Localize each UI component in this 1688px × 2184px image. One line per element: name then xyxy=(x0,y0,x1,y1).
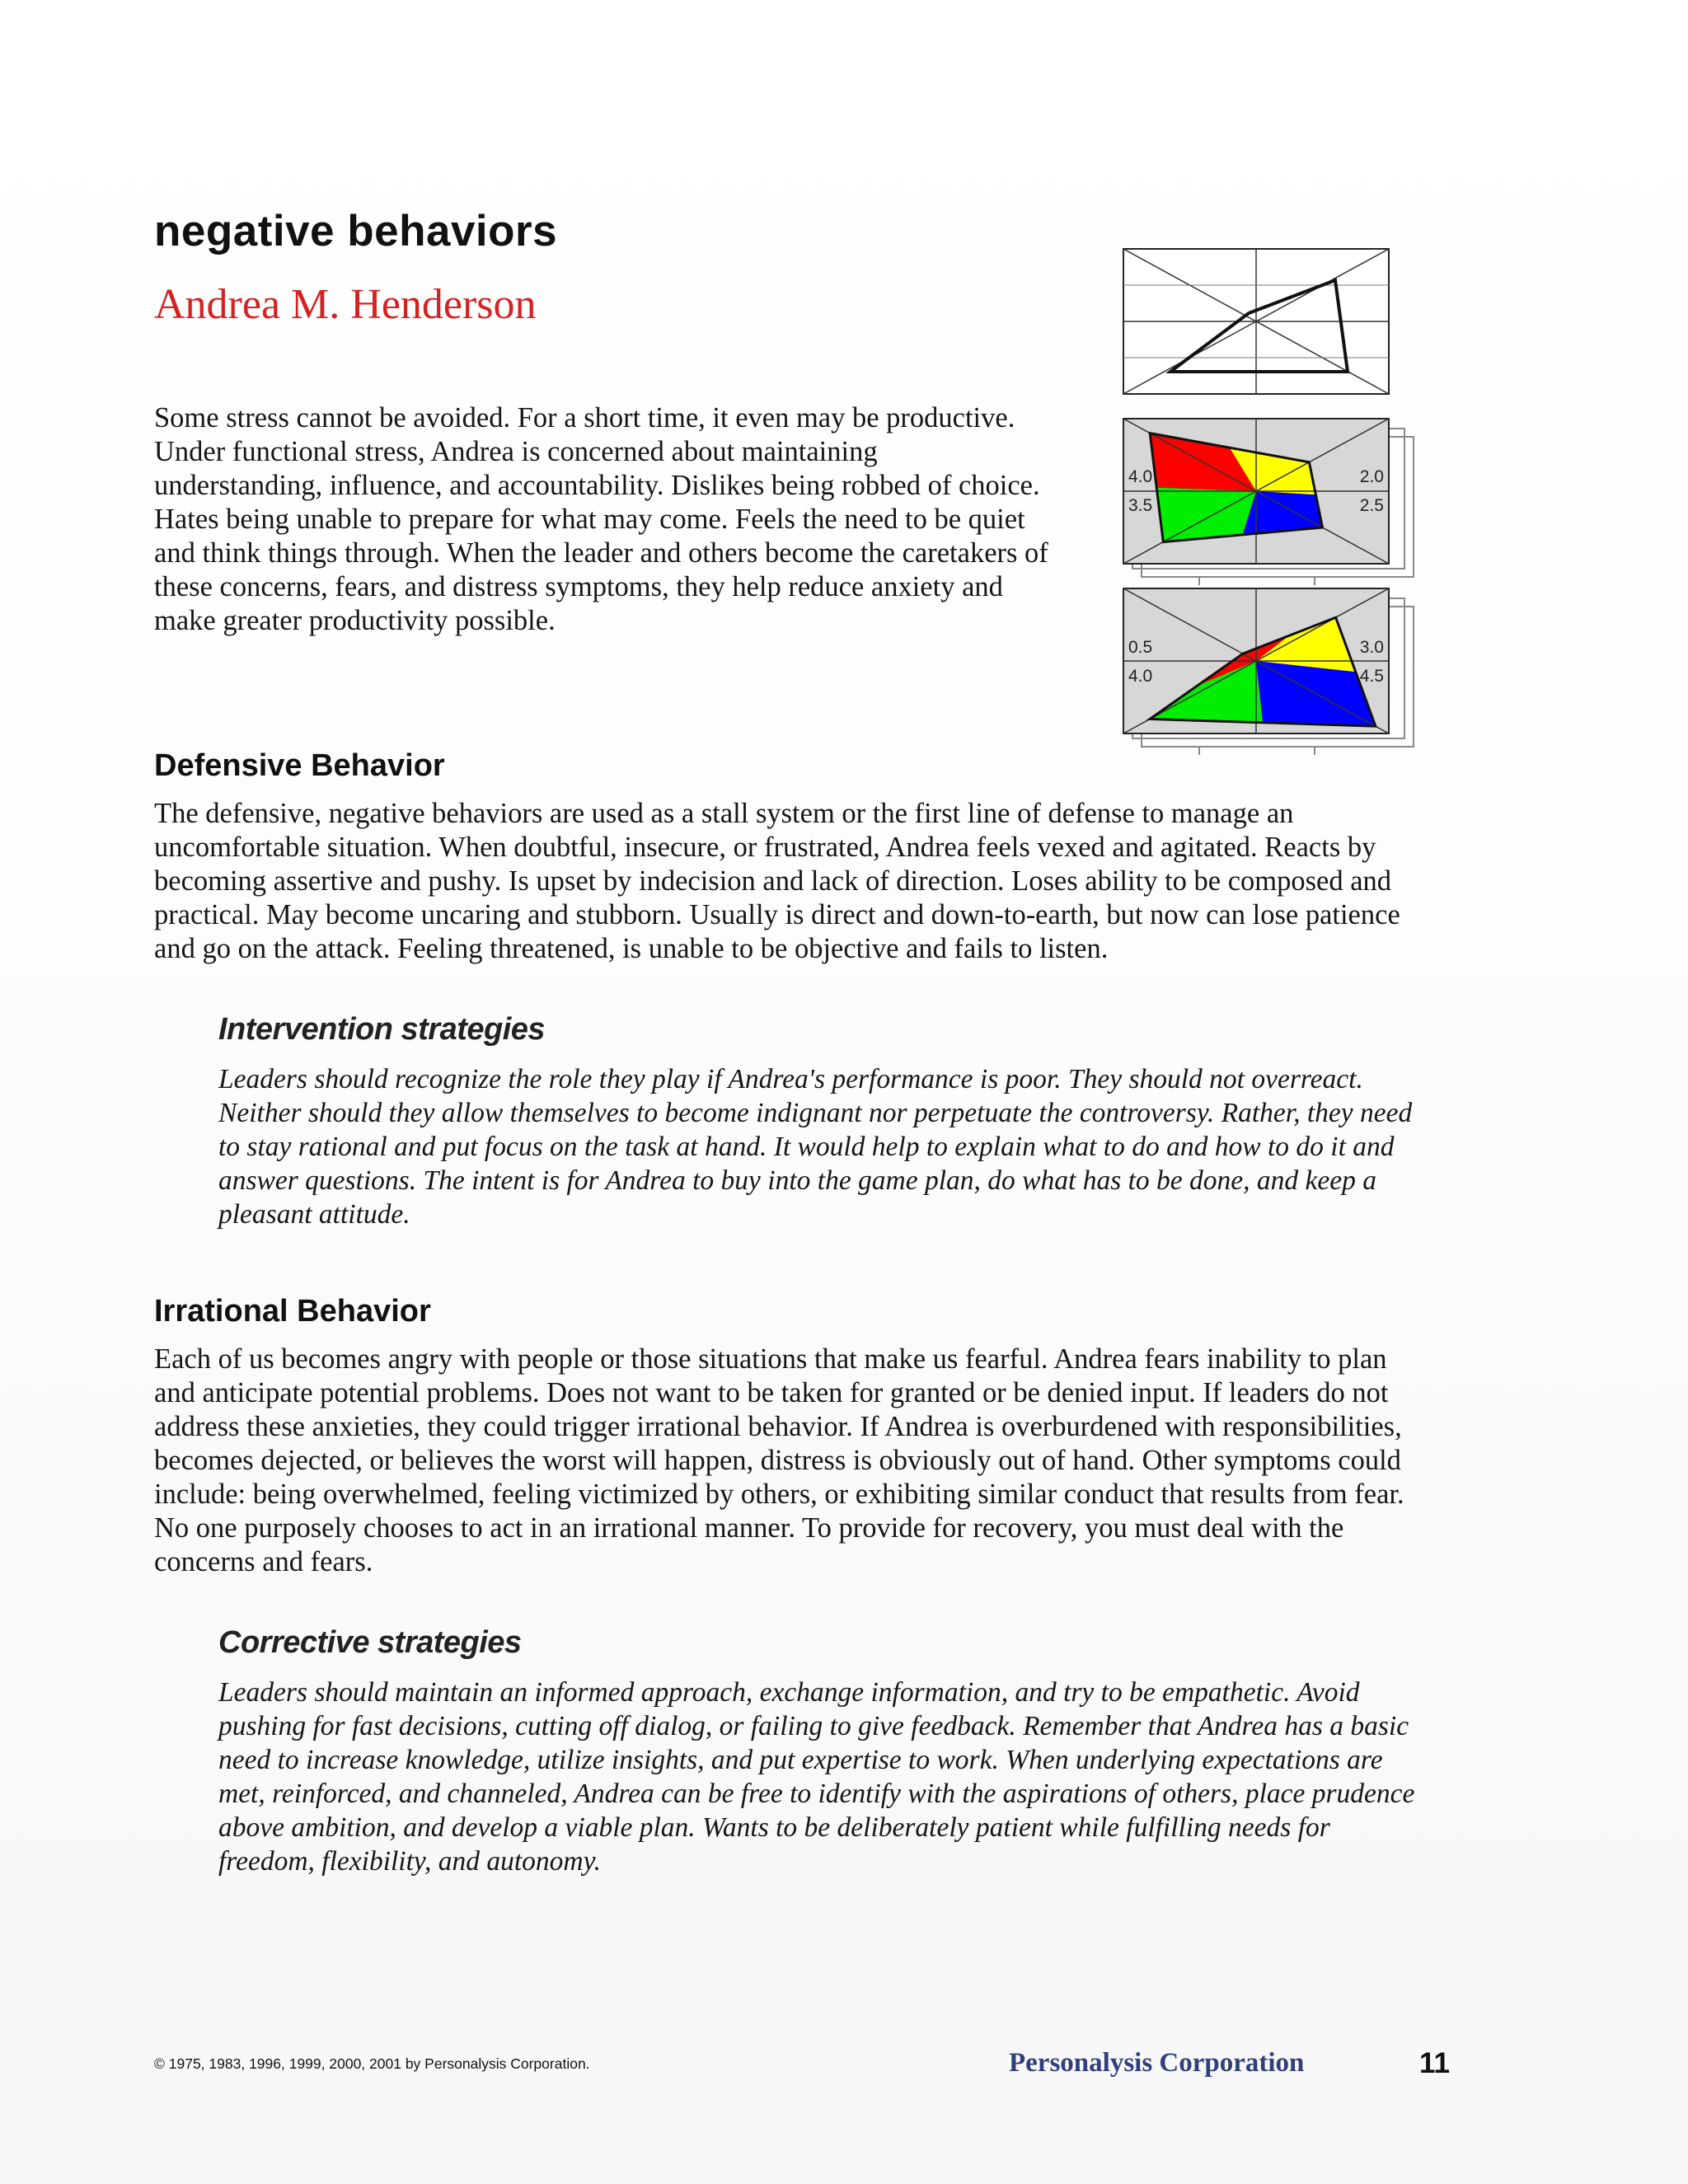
defensive-behavior-heading: Defensive Behavior xyxy=(154,748,445,783)
outline-diagram xyxy=(1123,249,1389,394)
page-title: negative behaviors xyxy=(154,207,558,255)
stress-diagrams xyxy=(1117,246,1430,757)
corrective-strategies-heading: Corrective strategies xyxy=(218,1625,522,1660)
defensive-behavior-text: The defensive, negative behaviors are used as a stall system or the first line of defense to manage an uncomfortable situation. When doubtful, insecure, or frustrated, Andrea feels vexed and agitated. Reacts by becoming assertive and pushy. Is upset by indecision and lack of direction. Loses ability to be composed and practical. May become uncaring and stubborn. Usually is direct and down-to-earth, but now can lose patience and go on the attack. Feeling threatened, is unable to be objective and fails to listen. xyxy=(154,798,1400,964)
chart-2-bottom-right-value: 4.5 xyxy=(1359,667,1384,686)
irrational-behavior-heading: Irrational Behavior xyxy=(154,1294,431,1329)
intervention-strategies-heading: Intervention strategies xyxy=(218,1012,546,1047)
footer-brand: Personalysis Corporation xyxy=(1009,2048,1305,2078)
chart-2-bottom-left-value: 4.0 xyxy=(1128,667,1153,686)
chart-2-top-right-value: 3.0 xyxy=(1359,638,1384,657)
corrective-strategies-text: Leaders should maintain an informed approach, exchange information, and try to be empathetic. Avoid pushing for fast decisions, cutting off dialog, or failing to give feedback. Remember that Andrea has a basic need to increase knowledge, utilize insights, and put expertise to work. When underlying expectations are met, reinforced, and channeled, Andrea can be free to identify with the aspirations of others, place prudence above ambition, and develop a viable plan. Wants to be deliberately patient while fulfilling needs for freedom, flexibility, and autonomy. xyxy=(218,1677,1415,1877)
page-number: 11 xyxy=(1419,2047,1450,2079)
intro-paragraph: Some stress cannot be avoided. For a short time, it even may be productive. Under functional stress, Andrea is concerned about maintaining understanding, influence, and accountability. Dislikes being robbed of choice. Hates being unable to prepare for what may come. Feels the need to be quiet and think things through. When the leader and others become the caretakers of these concerns, fears, and distress symptoms, they help reduce anxiety and make greater productivity possible. xyxy=(154,402,1048,636)
irrational-behavior-text: Each of us becomes angry with people or those situations that make us fearful. Andrea fears inability to plan and anticipate potential problems. Does not want to be taken for granted or be denied input. If leaders do not address these anxieties, they could trigger irrational behavior. If Andrea is overburdened with responsibilities, becomes dejected, or believes the worst will happen, distress is obviously out of hand. Other symptoms could include: being overwhelmed, feeling victimized by others, or exhibiting similar conduct that results from fear. No one purposely chooses to act in an irrational manner. To provide for recovery, you must deal with the concerns and fears. xyxy=(154,1343,1404,1577)
footer-copyright: © 1975, 1983, 1996, 1999, 2000, 2001 by Personalysis Corporation. xyxy=(154,2055,590,2072)
chart-2 xyxy=(1123,588,1414,755)
chart-1 xyxy=(1123,419,1414,585)
chart-1-top-right-value: 2.0 xyxy=(1359,467,1384,486)
chart-1-bottom-left-value: 3.5 xyxy=(1128,496,1153,515)
person-name: Andrea M. Henderson xyxy=(154,281,537,328)
intervention-strategies-text: Leaders should recognize the role they play if Andrea's performance is poor. They should not overreact. Neither should they allow themselves to become indignant nor perpetuate the controversy. Rather, they need to stay rational and put focus on the task at hand. It would help to explain what to do and how to do it and answer questions. The intent is for Andrea to buy into the game plan, do what has to be done, and keep a pleasant attitude. xyxy=(218,1064,1413,1230)
chart-1-top-left-value: 4.0 xyxy=(1128,467,1153,486)
chart-2-top-left-value: 0.5 xyxy=(1128,638,1153,657)
chart-1-bottom-right-value: 2.5 xyxy=(1359,496,1384,515)
